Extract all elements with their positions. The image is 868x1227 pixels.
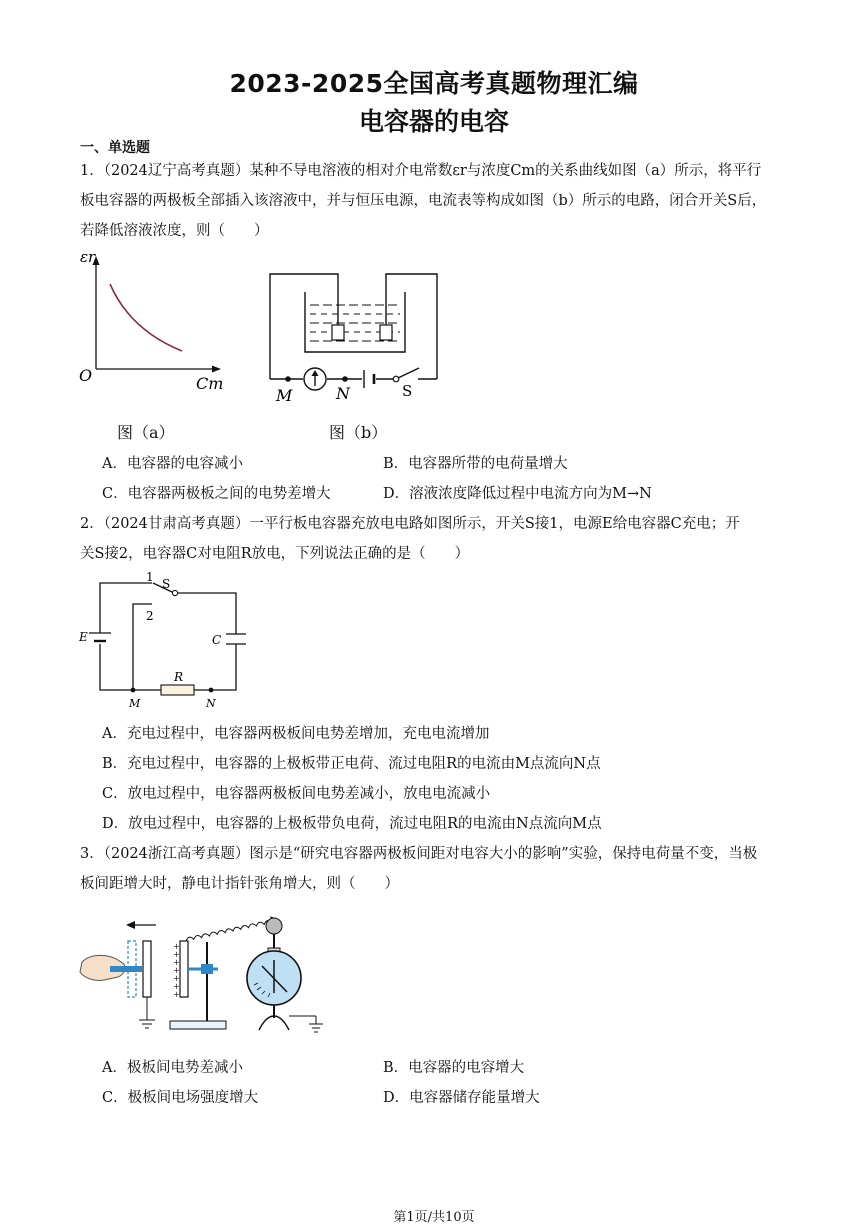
- fig-b-caption: 图（b）: [329, 423, 388, 442]
- svg-text:+: +: [173, 990, 180, 999]
- fig-2-capacitor-label: C: [212, 633, 222, 647]
- question-1-line-3: 若降低溶液浓度，则（ ）: [80, 223, 269, 239]
- question-2-option-b: B．充电过程中，电容器的上极板带正电荷、流过电阻R的电流由M点流向N点: [102, 756, 601, 772]
- svg-text:+: +: [173, 966, 180, 975]
- question-1-line-1: 1．（2024辽宁高考真题）某种不导电溶液的相对介电常数εr与浓度Cm的关系曲线如图（a）所示，将平行: [80, 163, 762, 179]
- fig-2-source-label: E: [79, 630, 88, 644]
- question-2-line-2: 关S接2，电容器C对电阻R放电，下列说法正确的是（ ）: [80, 546, 470, 562]
- fig-a-x-label: Cm: [196, 374, 224, 393]
- fig-a-origin-label: O: [79, 366, 93, 385]
- question-1-line-2: 板电容器的两极板全部插入该溶液中，并与恒压电源，电流表等构成如图（b）所示的电路，闭合开关S后，: [80, 193, 767, 209]
- fig-2-node-m: M: [129, 697, 141, 710]
- question-3-option-c: C．极板间电场强度增大: [102, 1090, 259, 1106]
- fig-2-contact-1: 1: [146, 570, 154, 584]
- fig-a-y-label: εr: [80, 248, 96, 266]
- question-2-line-1: 2．（2024甘肃高考真题）一平行板电容器充放电电路如图所示，开关S接1，电源E给电容器C充电；开: [80, 516, 740, 532]
- document-subtitle: 电容器的电容: [358, 107, 509, 136]
- fig-2-contact-2: 2: [146, 609, 154, 623]
- fig-b-node-m: M: [276, 386, 293, 405]
- question-3-line-1: 3．（2024浙江高考真题）图示是“研究电容器两极板间距对电容大小的影响”实验，保持电荷量不变，当极: [80, 846, 758, 862]
- fig-2-node-n: N: [206, 697, 216, 710]
- fig-2-switch-label: S: [162, 577, 171, 591]
- question-2-option-c: C．放电过程中，电容器两极板间电势差减小，放电电流减小: [102, 786, 491, 802]
- question-1-option-a: A．电容器的电容减小: [102, 456, 243, 472]
- svg-text:+: +: [173, 942, 180, 951]
- question-3-option-b: B．电容器的电容增大: [383, 1060, 525, 1076]
- fig-2-resistor-label: R: [174, 670, 184, 684]
- question-1-option-c: C．电容器两极板之间的电势差增大: [102, 486, 331, 502]
- question-3-line-2: 板间距增大时，静电计指针张角增大，则（ ）: [80, 876, 399, 892]
- svg-text:+: +: [173, 950, 180, 959]
- svg-text:+: +: [173, 958, 180, 967]
- question-2-option-d: D．放电过程中，电容器的上极板带负电荷，流过电阻R的电流由N点流向M点: [102, 816, 602, 832]
- fig-b-node-n: N: [336, 384, 350, 403]
- fig-a-caption: 图（a）: [117, 423, 175, 442]
- svg-text:+: +: [173, 974, 180, 983]
- question-1-option-b: B．电容器所带的电荷量增大: [383, 456, 568, 472]
- question-3-option-d: D．电容器储存能量增大: [383, 1090, 540, 1106]
- question-3-option-a: A．极板间电势差减小: [102, 1060, 243, 1076]
- page-footer: 第1页/共10页: [393, 1210, 475, 1225]
- section-heading: 一、单选题: [80, 140, 150, 156]
- left-arrow-icon: [126, 921, 156, 929]
- fig-b-switch-label: S: [402, 382, 413, 400]
- document-title: 2023-2025全国高考真题物理汇编: [229, 69, 639, 98]
- question-2-option-a: A．充电过程中，电容器两极板间电势差增加，充电电流增加: [102, 726, 490, 742]
- question-1-option-d: D．溶液浓度降低过程中电流方向为M→N: [383, 486, 652, 502]
- svg-text:+: +: [173, 982, 180, 991]
